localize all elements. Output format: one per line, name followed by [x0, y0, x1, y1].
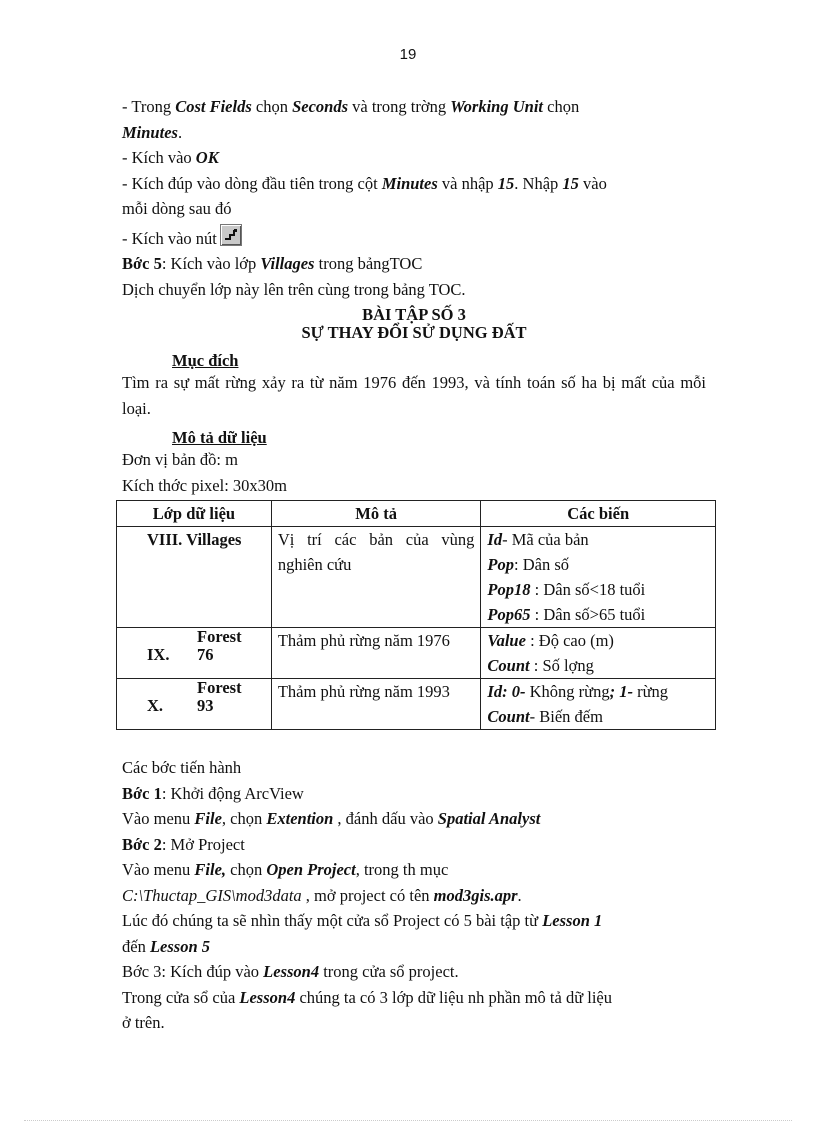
data-layers-table: [116, 500, 716, 730]
step-2-detail: Vào menu File, chọn Open Project, trong th mục: [122, 860, 449, 879]
intro-line-8: Dịch chuyển lớp này lên trên cùng trong bảng TOC.: [122, 279, 466, 299]
table-header-row: [117, 501, 716, 527]
step-2: Bớc 2: Mở Project: [122, 834, 245, 854]
layer-variables-cell: Value : Độ cao (m) Count : Số lợng: [481, 628, 716, 679]
layer-description-cell: Thảm phủ rừng năm 1976: [271, 628, 481, 679]
intro-line-6: - Kích vào nút: [122, 224, 706, 252]
table-row: [117, 679, 716, 730]
step-2-note-end: đến Lesson 5: [122, 936, 210, 956]
layer-description-cell: Vị trí các bản của vùng nghiên cứu: [271, 527, 481, 628]
toolbar-button-icon: [220, 224, 242, 246]
layer-name-cell: X.Forest 93: [117, 679, 272, 730]
purpose-heading: Mục đích: [172, 351, 239, 370]
step-3: Bớc 3: Kích đúp vào Lesson4 trong cửa sổ project.: [122, 962, 459, 981]
map-unit: Đơn vị bản đồ: m: [122, 450, 238, 469]
pixel-size: Kích thớc pixel: 30x30m: [122, 475, 287, 495]
exercise-subtitle: SỰ THAY ĐỔI SỬ DỤNG ĐẤT: [301, 323, 527, 342]
step-2-note: Lúc đó chúng ta sẽ nhìn thấy một cửa sổ Project có 5 bài tập từ Lesson 1: [122, 911, 603, 930]
step-3-detail-end: ở trên.: [122, 1013, 165, 1032]
intro-line-7: Bớc 5: Kích vào lớp Villages trong bảngTOC: [122, 254, 423, 273]
purpose-text: Tìm ra sự mất rừng xảy ra từ năm 1976 đến 1993, và tính toán số ha bị mất của mỗi loại.: [122, 373, 706, 418]
table-row: [117, 527, 716, 628]
step-1: Bớc 1: Khởi động ArcView: [122, 783, 304, 803]
intro-line-1: - Trong Cost Fields chọn Seconds và trong trờng Working Unit chọn: [122, 97, 580, 116]
layer-name-cell: IX.Forest 76: [117, 628, 272, 679]
intro-line-3: - Kích vào OK: [122, 148, 219, 167]
document-body: [122, 94, 706, 1036]
intro-line-4: - Kích đúp vào dòng đầu tiên trong cột Minutes và nhập 15. Nhập 15 vào: [122, 173, 607, 193]
steps-intro: Các bớc tiến hành: [122, 758, 242, 777]
step-3-detail: Trong cửa sổ của Lesson4 chúng ta có 3 lớp dữ liệu nh phần mô tả dữ liệu: [122, 987, 613, 1007]
exercise-title: BÀI TẬP SỐ 3: [362, 305, 466, 324]
table-header: Lớp dữ liệu: [117, 501, 272, 527]
table-header: Các biến: [481, 501, 716, 527]
layer-variables-cell: Id- Mã của bản Pop: Dân số Pop18 : Dân số<18 tuổi Pop65 : Dân số>65 tuổi: [481, 527, 716, 628]
layer-name-cell: VIII. Villages: [117, 527, 272, 628]
intro-line-5: mỗi dòng sau đó: [122, 199, 232, 218]
project-path: C:\Thuctap_GIS\mod3data , mở project có tên mod3gis.apr.: [122, 885, 522, 905]
table-header: Mô tả: [271, 501, 481, 527]
layer-variables-cell: Id: 0- Không rừng; 1- rừng Count- Biến đếm: [481, 679, 716, 730]
table-row: [117, 628, 716, 679]
step-1-detail: Vào menu File, chọn Extention , đánh dấu vào Spatial Analyst: [122, 809, 541, 828]
layer-description-cell: Thảm phủ rừng năm 1993: [271, 679, 481, 730]
page-number: 19: [399, 46, 417, 63]
page-bottom-border: [24, 1120, 792, 1121]
intro-line-2: Minutes.: [122, 122, 183, 142]
data-description-heading: Mô tả dữ liệu: [172, 428, 267, 447]
